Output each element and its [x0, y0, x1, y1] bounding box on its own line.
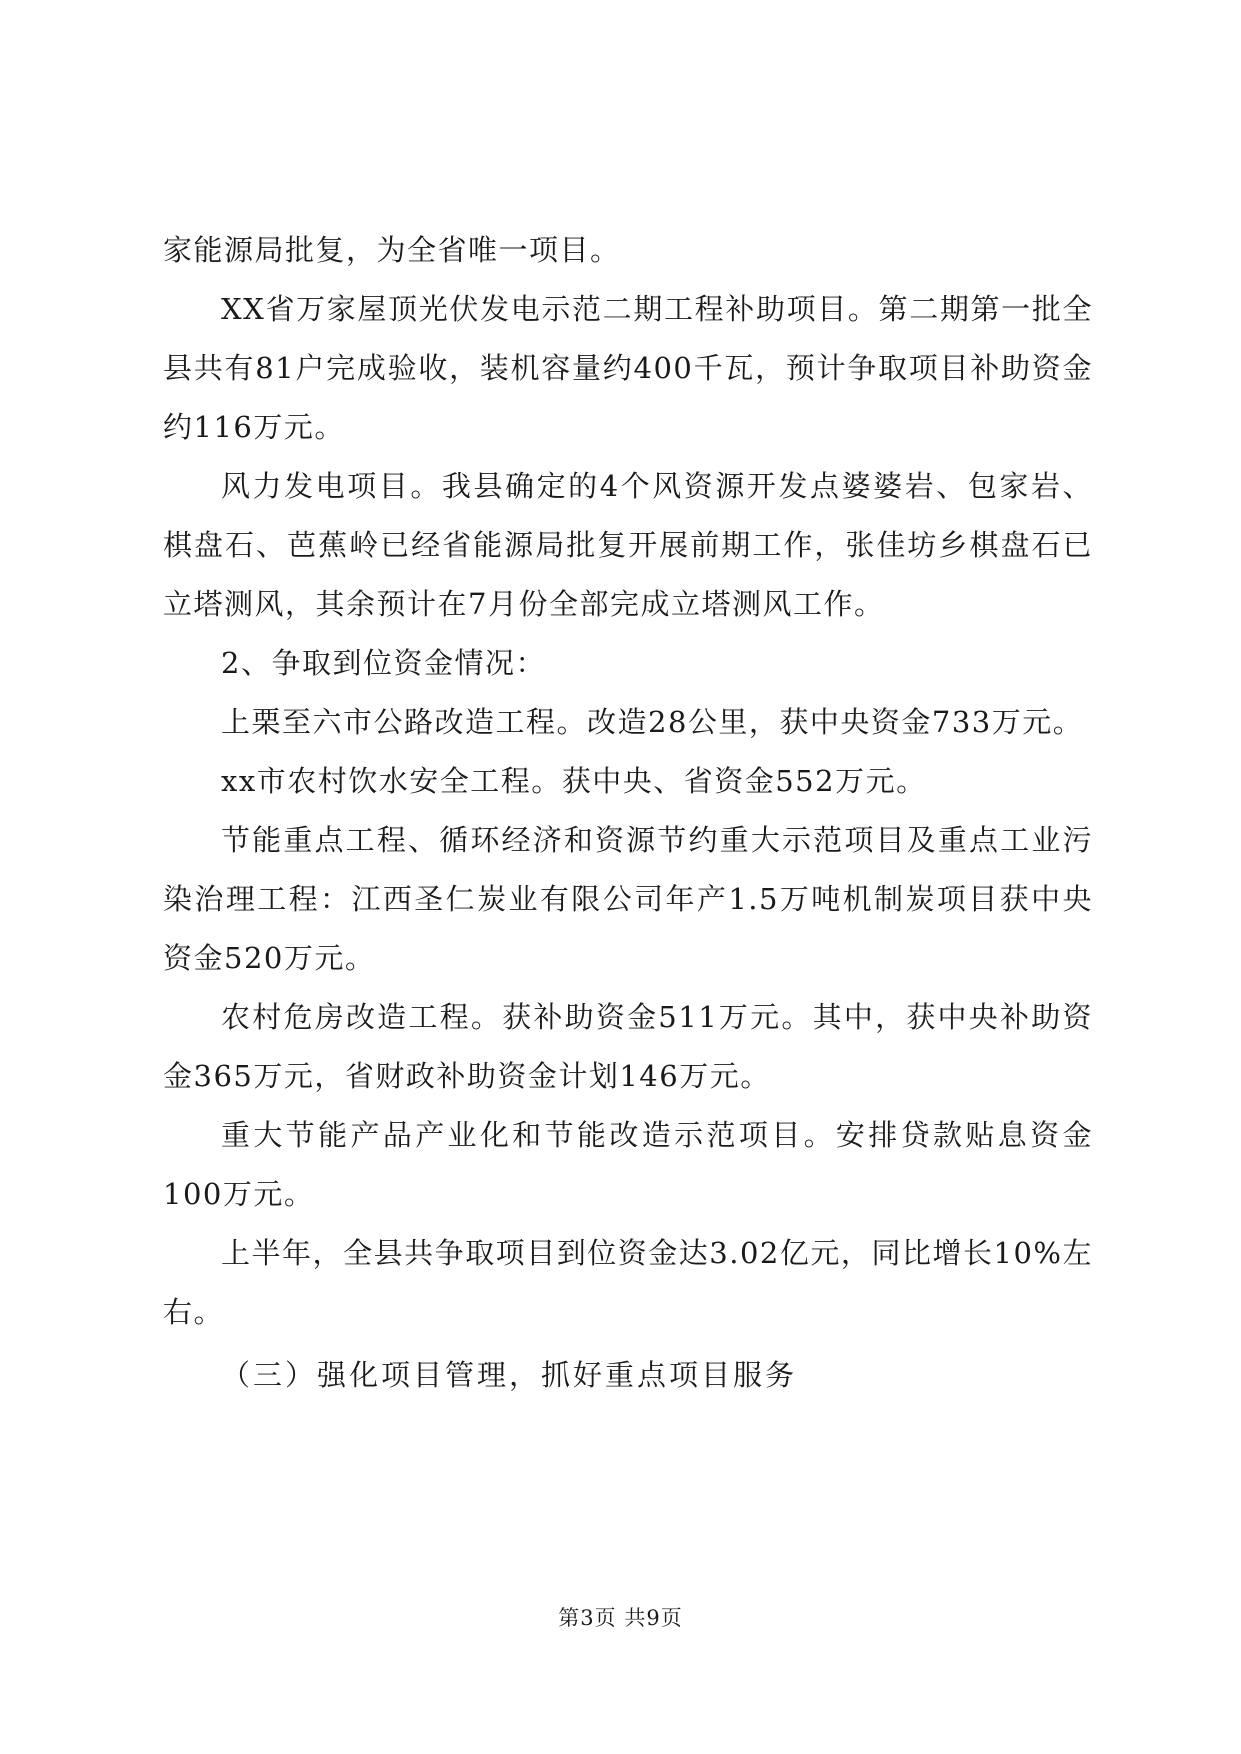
subheading-funding: 2、争取到位资金情况：: [221, 646, 546, 680]
paragraph-half-year-summary: 上半年，全县共争取项目到位资金达3.02亿元，同比增长10%左右。: [163, 1236, 1093, 1329]
paragraph-road-project: 上栗至六市公路改造工程。改造28公里，获中央资金733万元。: [221, 705, 1084, 739]
document-body: [163, 221, 1093, 1405]
paragraph-energy-saving-project: 节能重点工程、循环经济和资源节约重大示范项目及重点工业污染治理工程：江西圣仁炭业有限公司年产1.5万吨机制炭项目获中央资金520万元。: [163, 823, 1093, 975]
paragraph-water-project: xx市农村饮水安全工程。获中央、省资金552万元。: [221, 764, 927, 798]
paragraph-housing-project: 农村危房改造工程。获补助资金511万元。其中，获中央补助资金365万元，省财政补助资金计划146万元。: [163, 1000, 1093, 1093]
paragraph-solar-project: XX省万家屋顶光伏发电示范二期工程补助项目。第二期第一批全县共有81户完成验收，装机容量约400千瓦，预计争取项目补助资金约116万元。: [163, 292, 1093, 444]
paragraph-energy-products-project: 重大节能产品产业化和节能改造示范项目。安排贷款贴息资金100万元。: [163, 1118, 1093, 1211]
section-heading-project-management: （三）强化项目管理，抓好重点项目服务: [221, 1358, 798, 1392]
page-number-footer: 第3页 共9页: [558, 1606, 683, 1630]
paragraph-wind-project: 风力发电项目。我县确定的4个风资源开发点婆婆岩、包家岩、棋盘石、芭蕉岭已经省能源局批复开展前期工作，张佳坊乡棋盘石已立塔测风，其余预计在7月份全部完成立塔测风工作。: [163, 469, 1093, 621]
paragraph-continuation: 家能源局批复，为全省唯一项目。: [163, 233, 621, 267]
